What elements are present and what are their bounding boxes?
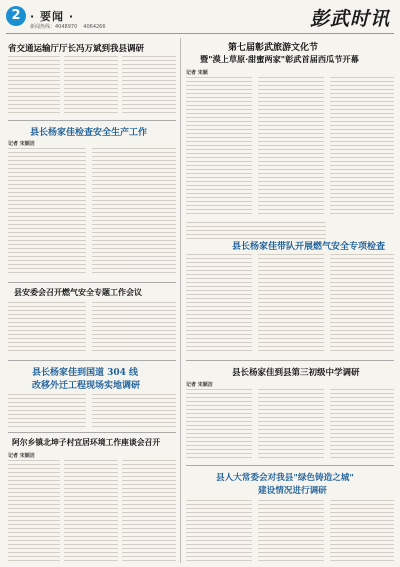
article-text [8,148,86,276]
article-text [64,460,118,562]
page-header [0,0,400,34]
byline: 记者 宋颖 [186,70,208,76]
newspaper-masthead: 彭武时讯 [309,8,390,30]
article-text [258,500,324,562]
article-text [92,394,176,430]
article-text [186,254,252,354]
article-text [8,394,86,430]
divider [8,360,176,361]
hotline: 新闻热线：4048970 [30,24,78,30]
article-text [92,302,176,354]
article-text [330,254,394,354]
article-text [92,148,176,276]
article-text [186,389,252,459]
header-divider [6,33,394,34]
divider [8,282,176,283]
article-text [330,389,394,459]
headline-right-3: 县长杨家佳到县第三初级中学调研 [232,368,360,378]
byline: 记者 宋颖洁 [186,382,213,388]
article-text [258,254,324,354]
divider [186,360,394,361]
article-text [8,460,60,562]
divider [8,120,176,121]
headline-left-4b: 改移外迁工程现场实地调研 [32,381,141,391]
header-meta [30,23,112,30]
article-text [64,56,118,116]
headline-right-4b: 建设情况进行调研 [258,486,327,496]
byline: 记者 宋颖洁 [8,141,35,147]
headline-right-1b: 暨"漠上草原·甜蜜两家"彰武首届西瓜节开幕 [200,54,359,64]
article-text [186,500,252,562]
article-text [8,56,60,116]
headline-right-2: 县长杨家佳带队开展燃气安全专项检查 [232,242,386,252]
byline: 记者 宋颖洁 [8,453,35,459]
article-text [258,389,324,459]
column-divider [180,38,181,563]
hotline-2: 4064266 [83,24,106,30]
headline-left-5: 阿尔乡镇北坤子村宜居环境工作座谈会召开 [12,438,161,447]
divider [186,465,394,466]
section-title: · 要闻 · [30,10,75,23]
article-text [330,500,394,562]
article-text [122,56,176,116]
article-text [258,77,324,217]
headline-left-2: 县长杨家佳检查安全生产工作 [30,128,148,138]
divider [8,432,176,433]
headline-left-3: 县安委会召开燃气安全专题工作会议 [14,287,142,297]
headline-right-4a: 县人大常委会对我县"绿色铸造之城" [216,473,354,483]
article-text [330,77,394,217]
headline-left-1: 省交通运输厅厅长冯万斌到我县调研 [8,44,145,54]
article-text [8,302,86,354]
headline-left-4a: 县长杨家佳到国道 304 线 [32,368,139,378]
article-text [122,460,176,562]
headline-right-1a: 第七届彰武旅游文化节 [228,43,319,53]
page-number: 2 [6,6,26,26]
article-text [186,77,252,217]
